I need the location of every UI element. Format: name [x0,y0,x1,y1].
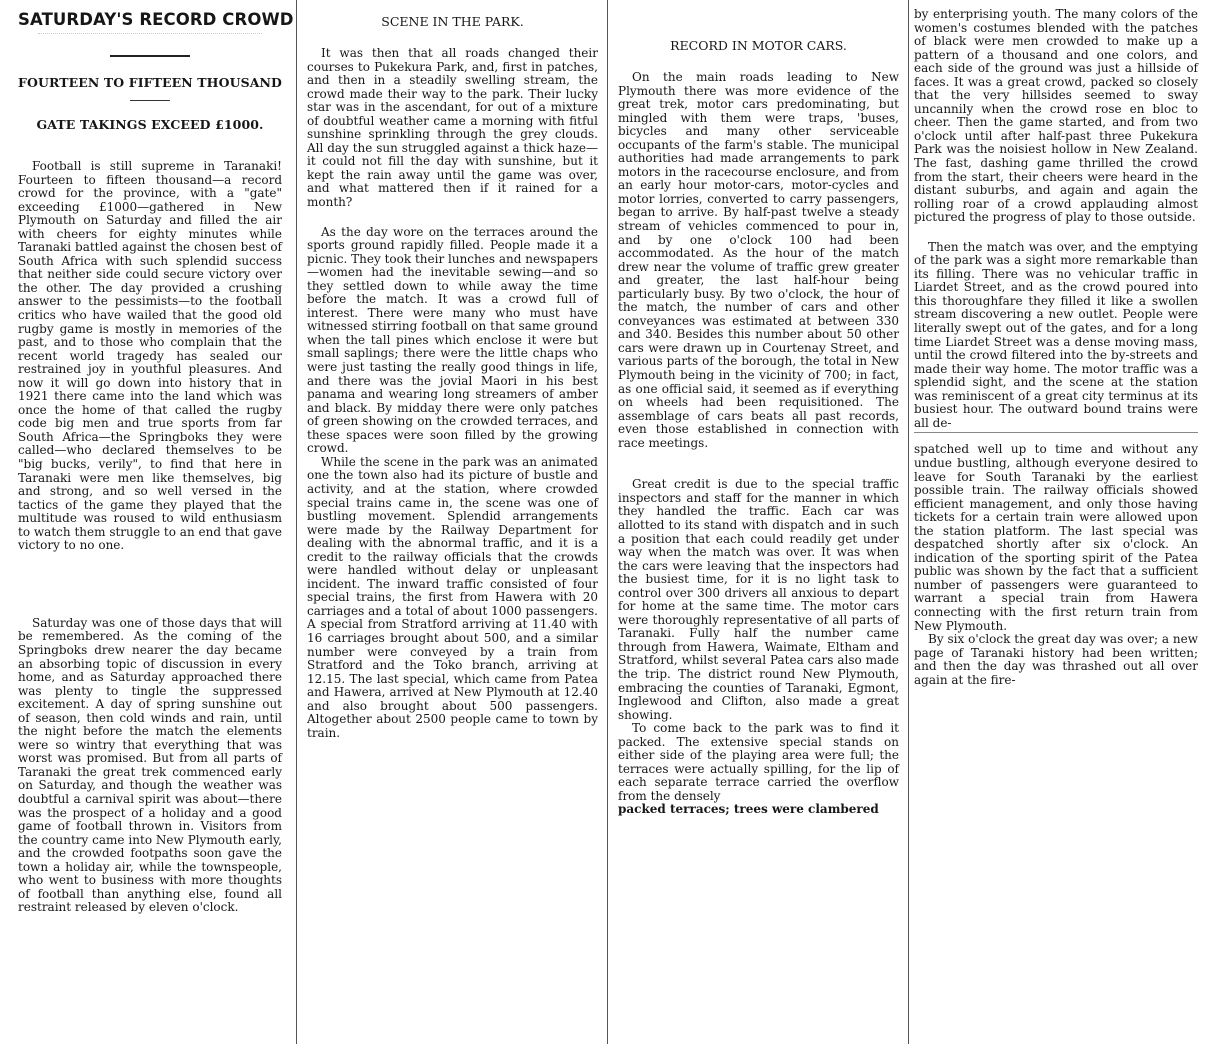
column-2 [303,0,606,1044]
column-divider [908,0,909,1044]
paragraph: Football is still supreme in Taranaki! Fourteen to fifteen thousand—a record crowd for the province, with a "gate" exceeding £1000—gathered in New Plymouth on Saturday and filled the air with cheers for eighty minutes while Taranaki battled against the chosen best of South Africa with such splendid success that neither side could secure victory over the other. The day provided a crushing answer to the pessimists—to the football critics who have wailed that the good old rugby game is mostly in memories of the past, and to those who complain that the recent world tragedy has sealed our restrained joy in youthful pleasures. And now it will go down into history that in 1921 there came into the land which was once the home of that called the rugby code big men and true sports from far South Africa—the Springboks they were called—who declared themselves to be "big bucks, verily", to find that here in Taranaki were men like themselves, big and strong, and so well versed in the tactics of the game they played that the multitude was roused to wild enthusiasm to watch them struggle to an end that gave victory to no one. [18,159,282,553]
clipping-edge [914,432,1198,433]
paragraph: As the day wore on the terraces around the sports ground rapidly filled. People made it a picnic. They took their lunches and newspapers—women had the inevitable sewing—and so they settled down to while away the time before the match. It was a crowd full of interest. There were many who must have witnessed stirring football on that same ground when the tall pines which enclose it were but small saplings; there were the little chaps who were just tasting the really good things in life, and there was the jovial Maori in his best panama and wearing long streamers of amber and black. By midday there were only patches of green showing on the crowded terraces, and these spaces were soon filled by the growing crowd. [307,224,598,456]
column-divider [607,0,608,1044]
subheadline-attendance: FOURTEEN TO FIFTEEN THOUSAND [18,75,282,90]
paragraph: While the scene in the park was an animated one the town also had its picture of bustle and activity, and at the station, where crowded special trains came in, the scene was one of bustling movement. Splendid arrangements were made by the Railway Department for dealing with the abnormal traffic, and it is a credit to the railway officials that the crowds were handled without delay or unpleasant incident. The inward traffic consisted of four special trains, the first from Hawera with 20 carriages and a total of about 1000 passengers. A special from Stratford arriving at 11.40 with 16 carriages brought about 500, and a similar number were conveyed by a train from Stratford and the Toko branch, arriving at 12.15. The last special, which came from Patea and Hawera, arrived at New Plymouth at 12.40 and also brought about 500 passengers. Altogether about 2500 people came to town by train. [307,454,598,740]
subheadline-rule [130,100,170,101]
column-divider [296,0,297,1044]
headline-rule [110,55,190,57]
headline: SATURDAY'S RECORD CROWD [18,10,294,29]
section-heading-park: SCENE IN THE PARK. [381,14,524,29]
paragraph: By six o'clock the great day was over; a new page of Taranaki history had been written; and then the day was thrashed out all over again at the fire- [914,632,1198,687]
paragraph-continued: packed terraces; trees were clambered [618,802,879,817]
column-1 [0,0,294,1044]
faded-text-strip [38,33,262,46]
paragraph: Then the match was over, and the emptying of the park was a sight more remarkable than its filling. There was no vehicular traffic in Liardet Street, and as the crowd poured into this thoroughfare they filled it like a swollen stream discovering a new outlet. People were literally swept out of the gates, and for a long time Liardet Street was a dense moving mass, until the crowd filtered into the by-streets and made their way home. The motor traffic was a splendid sight, and the scene at the station was reminiscent of a great city terminus at its busiest hour. The outward bound trains were all de- [914,239,1198,430]
paragraph: On the main roads leading to New Plymouth there was more evidence of the great trek, motor cars predominating, but mingled with them were traps, 'buses, bicycles and many other serviceable occupants of the farm's stable. The municipal authorities had made arrangements to park motors in the racecourse enclosure, and from an early hour motor-cars, motor-cycles and motor lorries, converted to carry passengers, began to arrive. By half-past twelve a steady stream of vehicles commenced to pour in, and by one o'clock 100 had been accommodated. As the hour of the match drew near the volume of traffic grew greater and greater, the last half-hour being particularly busy. By two o'clock, the hour of the match, the number of cars and other conveyances was estimated at between 330 and 340. Besides this number about 50 other cars were drawn up in Courtenay Street, and various parts of the borough, the total in New Plymouth being in the vicinity of 700; in fact, as one official said, it seemed as if everything on wheels had been requisitioned. The assemblage of cars beats all past records, even those established in connection with race meetings. [618,70,899,450]
column-3 [610,0,907,1044]
paragraph: It was then that all roads changed their courses to Pukekura Park, and, first in patches, and then in a steadily swelling stream, the crowd made their way to the park. Their lucky star was in the ascendant, for out of a mixture of doubtful weather came a morning with fitful sunshine sprinkling through the grey clouds. All day the sun struggled against a thick haze—it could not fill the day with sunshine, but it kept the rain away until the game was over, and what mattered then if it rained for a month? [307,46,598,210]
section-heading-motor-cars: RECORD IN MOTOR CARS. [670,38,847,53]
subheadline-gate: GATE TAKINGS EXCEED £1000. [36,117,264,132]
paragraph: To come back to the park was to find it packed. The extensive special stands on either side of the playing area were full; the terraces were actually spilling, for the lip of each separate terrace carried the overflow from the densely [618,721,899,803]
paragraph: by enterprising youth. The many colors of the women's costumes blended with the patches of black were men crowded to make up a pattern of a thousand and one colors, and each side of the ground was just a hillside of faces. It was a great crowd, packed so closely that the very hillsides seemed to sway uncannily when the crowd rose en bloc to cheer. Then the game started, and from two o'clock until after half-past three Pukekura Park was the noisiest hollow in New Zealand. The fast, dashing game thrilled the crowd from the start, their cheers were heard in the distant suburbs, and again and again the rolling roar of a crowd applauding almost pictured the progress of play to those outside. [914,7,1198,225]
paragraph: Saturday was one of those days that will be remembered. As the coming of the Springboks drew nearer the day became an absorbing topic of discussion in every home, and as Saturday approached there was plenty to tingle the suppressed excitement. A day of spring sunshine out of season, then cold winds and rain, until the night before the match the elements were so wintry that everything that was worst was promised. But from all parts of Taranaki the great trek commenced early on Saturday, and though the weather was doubtful a carnival spirit was about—there was the prospect of a holiday and a good game of football thrown in. Visitors from the country came into New Plymouth early, and the crowded footpaths soon gave the town a holiday air, while the townspeople, who went to business with more thoughts of football than anything else, found all restraint released by eleven o'clock. [18,615,282,915]
paragraph: spatched well up to time and without any undue bustling, although everyone desired to leave for South Taranaki by the earliest possible train. The railway officials showed efficient management, and only those having tickets for a certain train were allowed upon the station platform. The last special was despatched shortly after six o'clock. An indication of the sporting spirit of the Patea public was shown by the fact that a sufficient number of passengers were guaranteed to warrant a special train from Hawera connecting with the first return train from New Plymouth. [914,442,1198,633]
paragraph: Great credit is due to the special traffic inspectors and staff for the manner in which they handled the traffic. Each car was allotted to its stand with dispatch and in such a position that each could readily get under way when the match was over. It was when the cars were leaving that the inspectors had the busiest time, for it is no light task to control over 300 drivers all anxious to depart for home at the same time. The motor cars were thoroughly representative of all parts of Taranaki. Fully half the number came through from Hawera, Waimate, Eltham and Stratford, whilst several Patea cars also made the trip. The district round New Plymouth, embracing the counties of Taranaki, Egmont, Inglewood and Clifton, also made a great showing. [618,477,899,722]
column-4 [910,0,1214,1044]
